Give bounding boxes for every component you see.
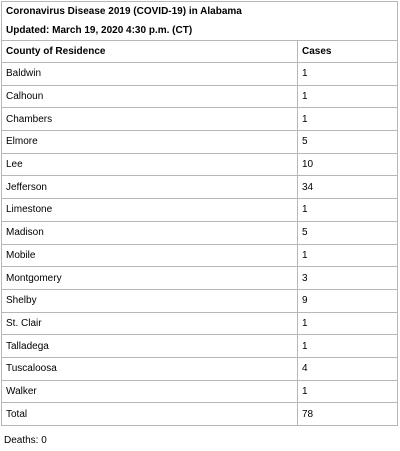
- cases-cell: 5: [298, 221, 398, 244]
- updated-row: [2, 21, 398, 41]
- county-cell: Lee: [2, 153, 298, 176]
- cases-table-container: [1, 1, 397, 426]
- report-title: Coronavirus Disease 2019 (COVID-19) in Alabama: [2, 2, 398, 22]
- table-row: [2, 380, 398, 403]
- county-cell: Mobile: [2, 244, 298, 267]
- county-cell: Madison: [2, 221, 298, 244]
- county-cell: Talladega: [2, 335, 298, 358]
- table-row: [2, 244, 398, 267]
- table-row: [2, 153, 398, 176]
- updated-timestamp: Updated: March 19, 2020 4:30 p.m. (CT): [2, 21, 398, 41]
- cases-cell: 34: [298, 176, 398, 199]
- county-cell: Baldwin: [2, 63, 298, 86]
- cases-cell: 1: [298, 108, 398, 131]
- county-cell: Chambers: [2, 108, 298, 131]
- cases-cell: 9: [298, 289, 398, 312]
- county-cell: Limestone: [2, 199, 298, 222]
- cases-cell: 1: [298, 85, 398, 108]
- column-header-cases: Cases: [298, 41, 398, 63]
- county-cell: Walker: [2, 380, 298, 403]
- county-cell: Jefferson: [2, 176, 298, 199]
- table-row: [2, 85, 398, 108]
- total-row: [2, 403, 398, 426]
- table-row: [2, 335, 398, 358]
- cases-cell: 1: [298, 63, 398, 86]
- table-row: [2, 312, 398, 335]
- deaths-count: Deaths: 0: [4, 435, 47, 446]
- title-row: [2, 2, 398, 22]
- total-label-cell: Total: [2, 403, 298, 426]
- total-cases-cell: 78: [298, 403, 398, 426]
- cases-cell: 10: [298, 153, 398, 176]
- cases-cell: 1: [298, 335, 398, 358]
- column-header-county: County of Residence: [2, 41, 298, 63]
- table-row: [2, 221, 398, 244]
- county-cell: Elmore: [2, 131, 298, 154]
- table-header-row: [2, 41, 398, 63]
- table-row: [2, 267, 398, 290]
- table-row: [2, 289, 398, 312]
- cases-cell: 1: [298, 380, 398, 403]
- cases-cell: 1: [298, 244, 398, 267]
- cases-cell: 3: [298, 267, 398, 290]
- cases-cell: 1: [298, 199, 398, 222]
- table-row: [2, 357, 398, 380]
- table-row: [2, 108, 398, 131]
- cases-cell: 5: [298, 131, 398, 154]
- county-cell: Tuscaloosa: [2, 357, 298, 380]
- cases-cell: 1: [298, 312, 398, 335]
- table-row: [2, 131, 398, 154]
- cases-table: [1, 1, 398, 426]
- table-row: [2, 176, 398, 199]
- table-row: [2, 63, 398, 86]
- county-cell: St. Clair: [2, 312, 298, 335]
- county-cell: Calhoun: [2, 85, 298, 108]
- county-cell: Shelby: [2, 289, 298, 312]
- county-cell: Montgomery: [2, 267, 298, 290]
- table-row: [2, 199, 398, 222]
- cases-cell: 4: [298, 357, 398, 380]
